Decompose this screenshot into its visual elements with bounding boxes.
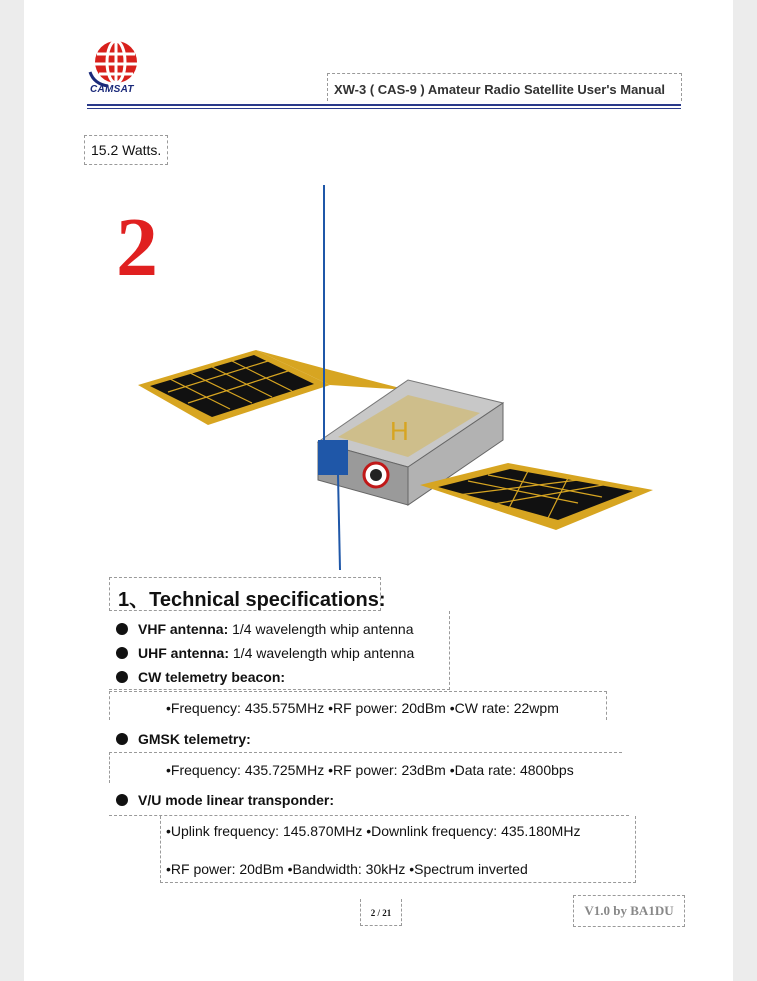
bullet-icon: [116, 647, 128, 659]
page-number: 2 / 21: [360, 899, 402, 926]
spec-transponder: [116, 792, 334, 808]
bullet-icon: [116, 671, 128, 683]
spec-uhf-antenna: [116, 645, 414, 661]
transponder-line-1: •Uplink frequency: 145.870MHz •Downlink frequency: 435.180MHz: [166, 823, 581, 839]
transponder-line-2: •RF power: 20dBm •Bandwidth: 30kHz •Spectrum inverted: [166, 861, 528, 877]
document-page: [24, 0, 733, 981]
spec-term: GMSK telemetry:: [138, 731, 251, 747]
bullet-icon: [116, 733, 128, 745]
spec-gmsk-telemetry: [116, 731, 251, 747]
spec-desc: 1/4 wavelength whip antenna: [228, 621, 414, 637]
spec-term: V/U mode linear transponder:: [138, 792, 335, 808]
spec-desc: 1/4 wavelength whip antenna: [229, 645, 415, 661]
spec-term: VHF antenna:: [138, 621, 229, 637]
spec-vhf-antenna: [116, 621, 413, 637]
cw-details: •Frequency: 435.575MHz •RF power: 20dBm •CW rate: 22wpm: [166, 700, 559, 716]
header-rule-thin: [87, 108, 681, 109]
logo-text: CAMSAT: [90, 84, 134, 95]
document-title: XW-3 ( CAS-9 ) Amateur Radio Satellite User's Manual: [327, 73, 682, 101]
version-label: V1.0 by BA1DU: [573, 895, 685, 927]
bullet-icon: [116, 623, 128, 635]
gmsk-details: •Frequency: 435.725MHz •RF power: 23dBm •Data rate: 4800bps: [166, 762, 574, 778]
satellite-illustration: [108, 185, 653, 575]
spec-cw-beacon: [116, 669, 285, 685]
figure-label: 2: [116, 201, 158, 294]
svg-text:H: H: [390, 416, 409, 446]
intro-text: 15.2 Watts.: [84, 135, 168, 165]
spec-term: CW telemetry beacon:: [138, 669, 286, 685]
spec-term: UHF antenna:: [138, 645, 229, 661]
section-heading: 1、Technical specifications:: [109, 577, 381, 611]
bullet-icon: [116, 794, 128, 806]
header-rule: [87, 104, 681, 106]
